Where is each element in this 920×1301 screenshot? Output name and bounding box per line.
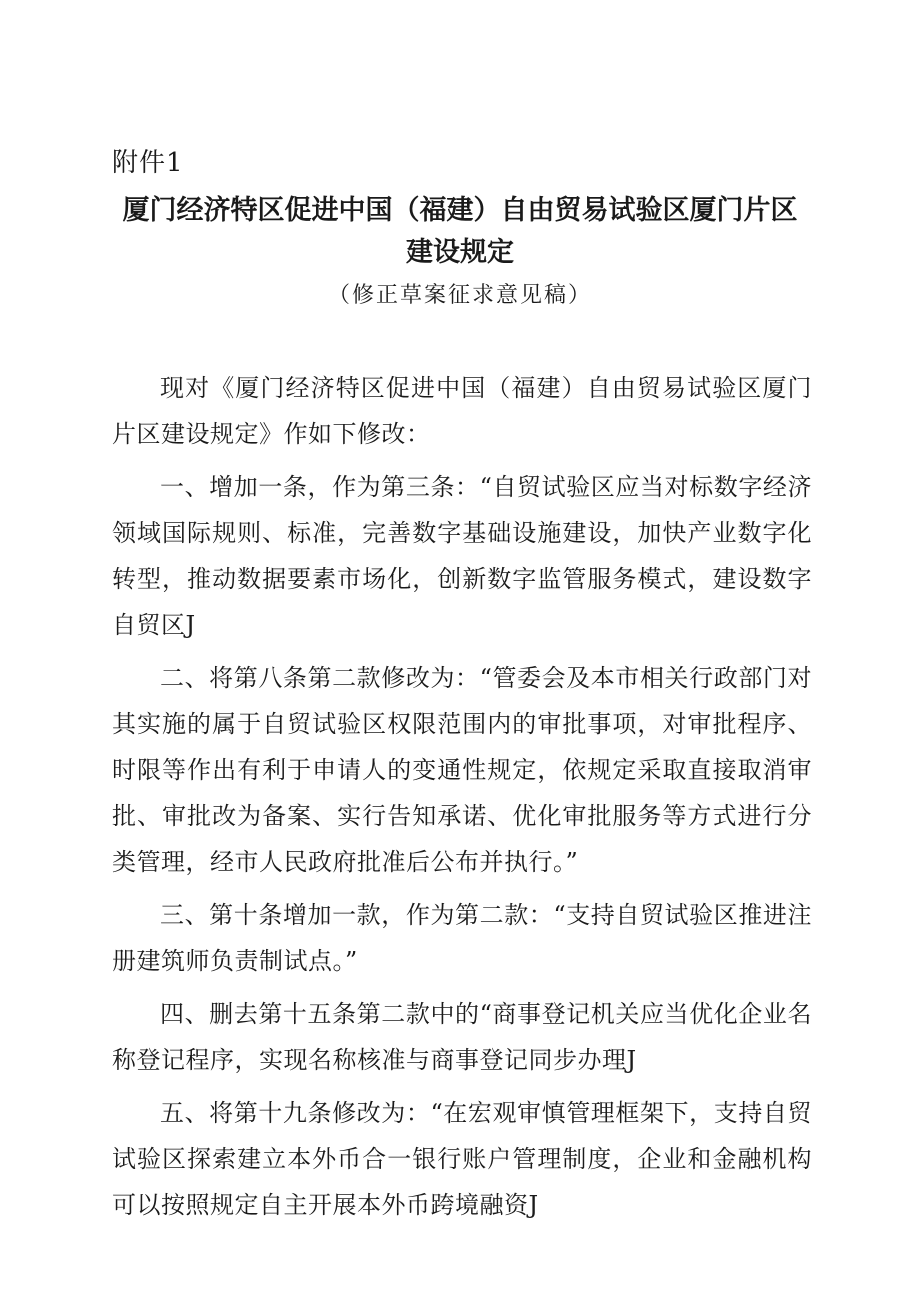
amendment-item-2: 二、将第八条第二款修改为：“管委会及本市相关行政部门对其实施的属于自贸试验区权限范围内的审批事项，对审批程序、时限等作出有利于申请人的变通性规定，依规定采取直接取消审批、审批改为备案、实行告知承诺、优化审批服务等方式进行分类管理，经市人民政府批准后公布并执行。” [112, 664, 812, 876]
document-title-line-2: 建设规定 [406, 237, 514, 268]
attachment-label: 附件1 [112, 148, 184, 178]
document-subtitle: （修正草案征求意见稿） [327, 283, 592, 308]
amendment-item-3: 三、第十条增加一款，作为第二款：“支持自贸试验区推进注册建筑师负责制试点。” [112, 901, 812, 975]
amendment-item-5: 五、将第十九条修改为：“在宏观审慎管理框架下，支持自贸试验区探索建立本外币合一银行账户管理制度，企业和金融机构可以按照规定自主开展本外币跨境融资J [112, 1099, 812, 1219]
document-title-line-1: 厦门经济特区促进中国（福建）自由贸易试验区厦门片区 [122, 195, 798, 226]
amendment-item-1: 一、增加一条，作为第三条：“自贸试验区应当对标数字经济领域国际规则、标准，完善数字基础设施建设，加快产业数字化转型，推动数据要素市场化，创新数字监管服务模式，建设数字自贸区J [112, 473, 812, 639]
intro-paragraph: 现对《厦门经济特区促进中国（福建）自由贸易试验区厦门片区建设规定》作如下修改： [112, 374, 812, 448]
amendment-item-4: 四、删去第十五条第二款中的“商事登记机关应当优化企业名称登记程序，实现名称核准与商事登记同步办理J [112, 1000, 812, 1074]
document-body [112, 365, 812, 1235]
